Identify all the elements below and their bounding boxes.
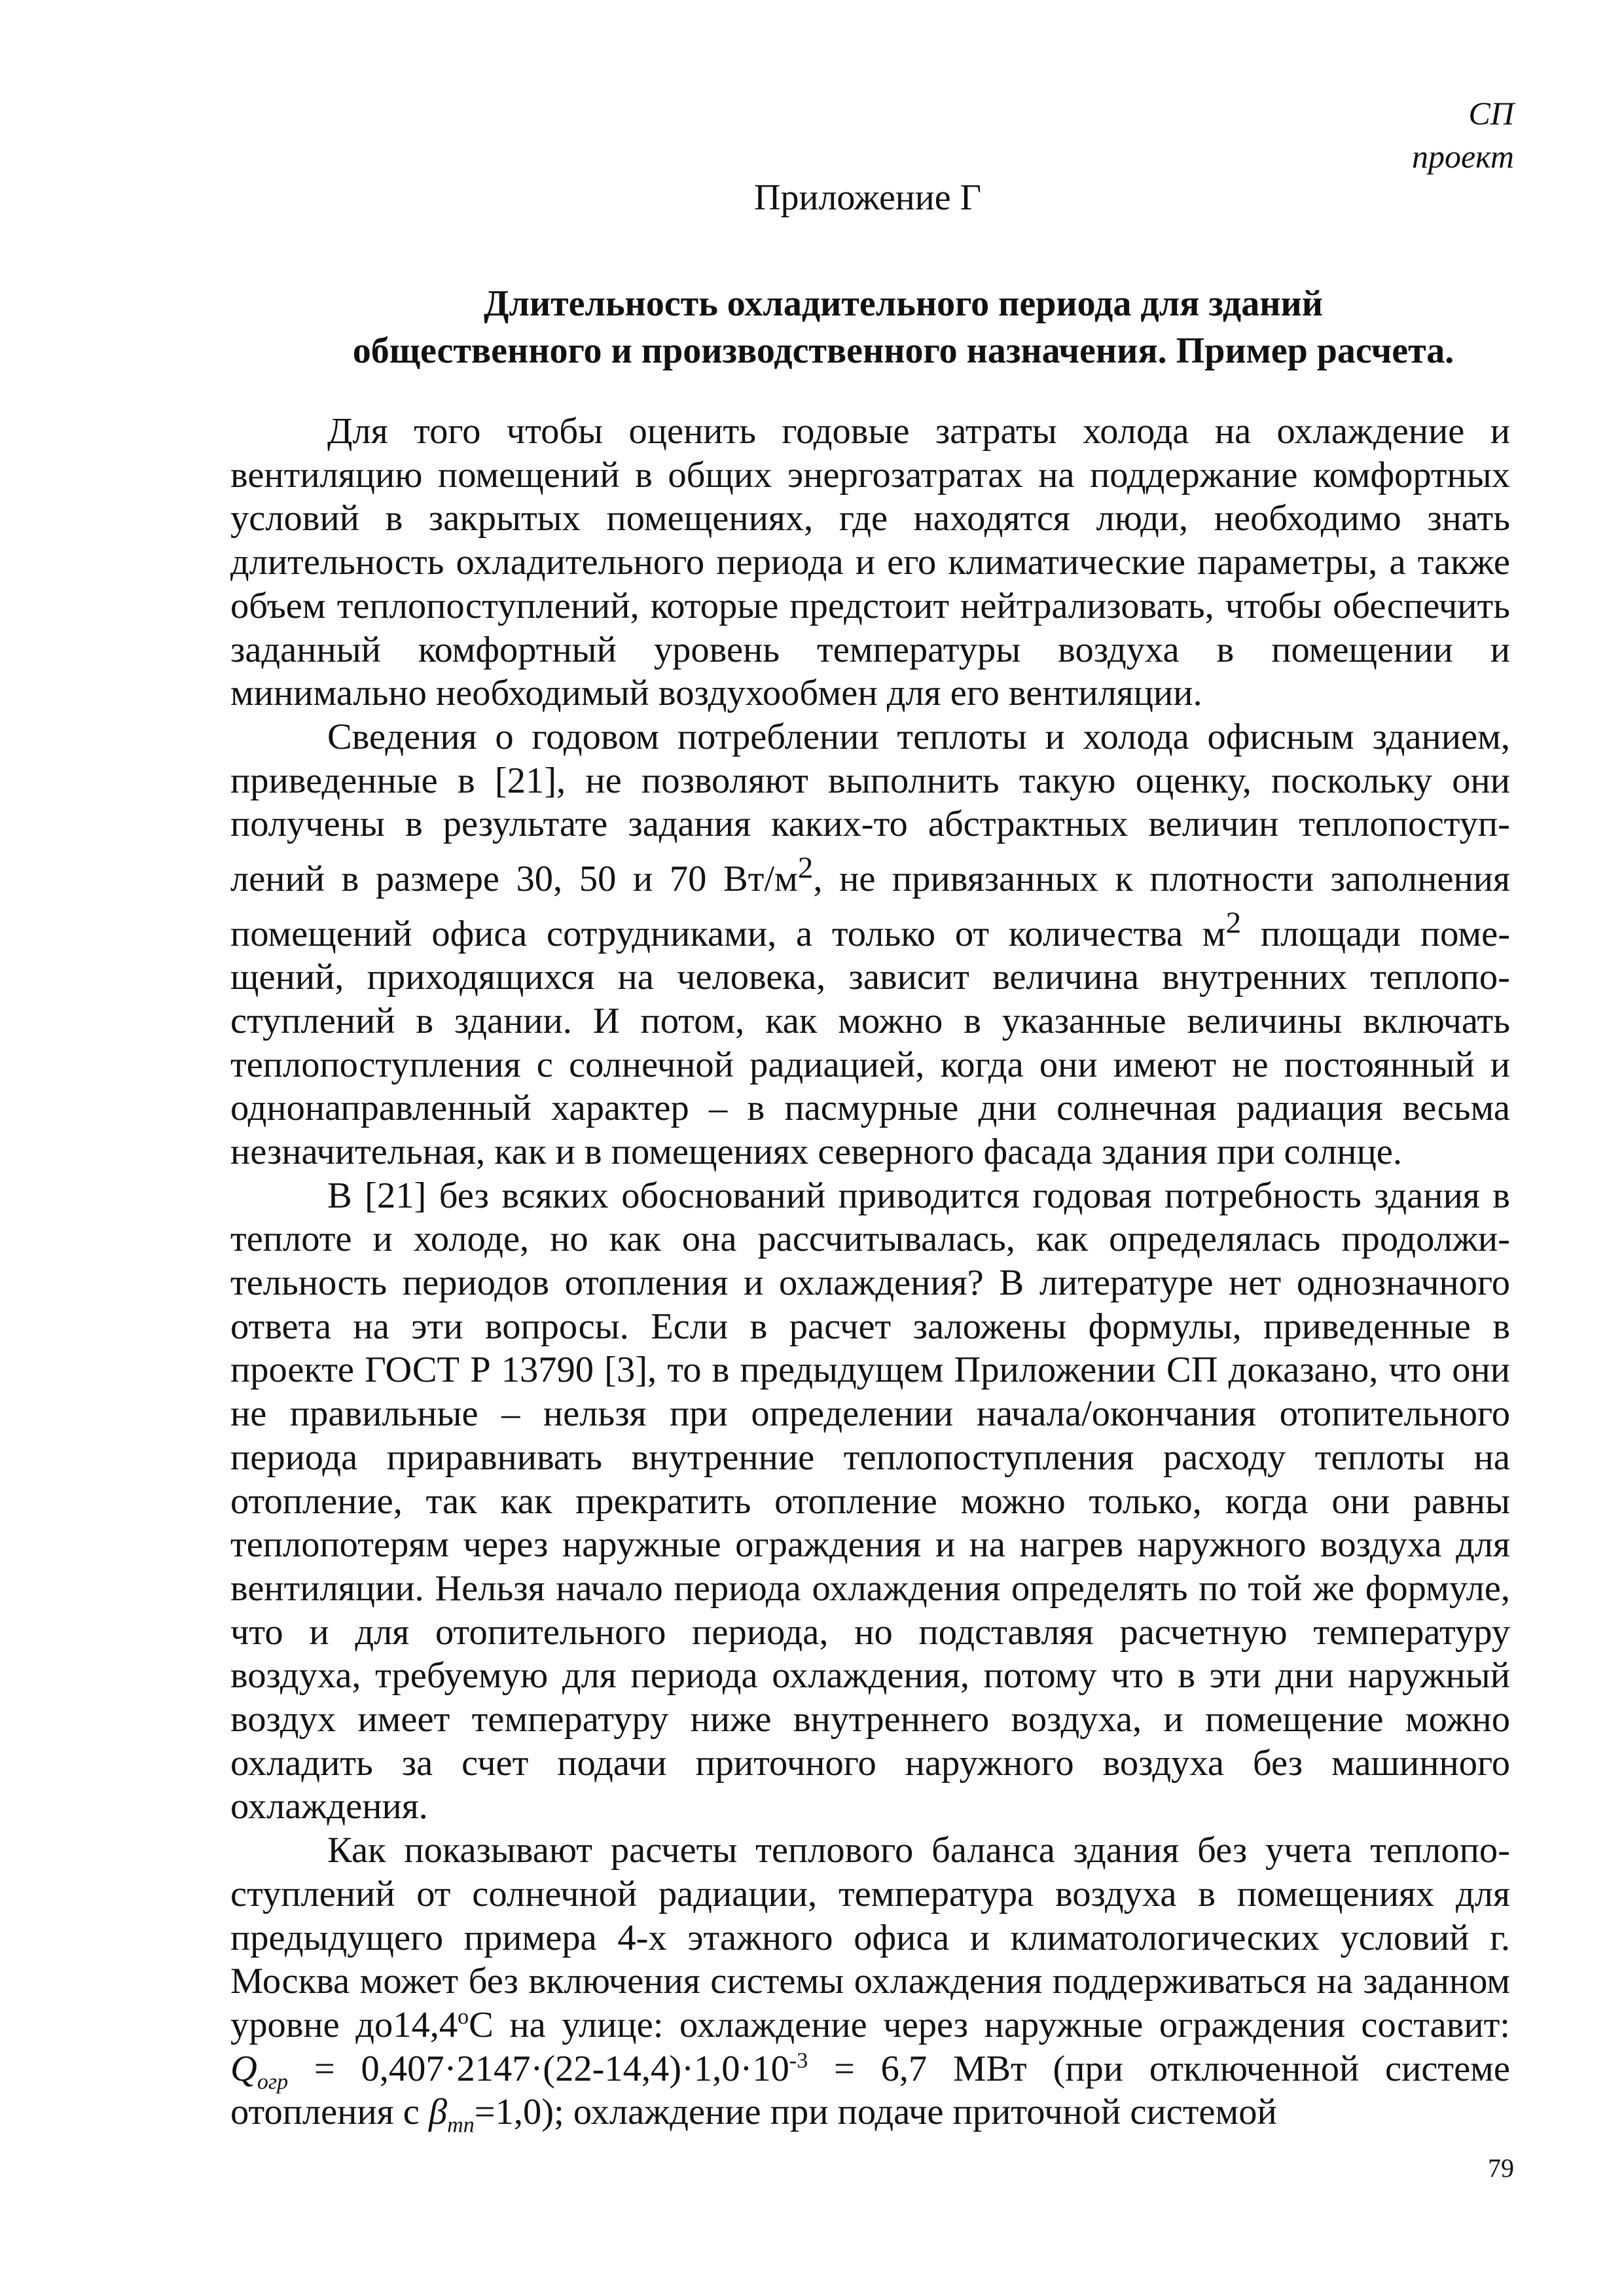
paragraph-4-part3: = 0,407·2147·(22-14,4)·1,0·10 — [288, 2048, 789, 2089]
beta-subscript: тп — [447, 2113, 475, 2138]
appendix-label-text: Приложение Г — [754, 177, 981, 218]
paragraph-4-part5: =1,0); охлаждение при подаче приточной системой — [474, 2092, 1277, 2133]
paragraph-1: Для того чтобы оценить годовые затраты холода на охлаждение и вентиляцию помещений в общих энергозатратах на поддержание комфортных условий в закрытых помещениях, где находятся люди, необходимо знать длительность охладительного периода и его климатические параметры, а также объем теплопоступлений, которые предстоит нейтрализовать, чтобы обеспечить заданный комфортный уровень температуры воздуха в помещении и минимально необходимый воздухообмен для его вентиляции. — [230, 411, 1510, 714]
degree-mark: о — [458, 2005, 469, 2030]
paragraph-2-part3: площади помещений, приходящихся на человека, зависит величина внутренних теплопоступлений в здании. И потом, как можно в указанные величины включать теплопоступления с солнечной радиацией, когда они имеют не постоянный и однонаправленный характер – в пасмурные дни солнечная радиация весьма незначительная, как и в помещениях северного фасада здания при солнце. — [230, 913, 1511, 1172]
header-mark-line2: проект — [1411, 138, 1514, 175]
paragraph-2-sup1: 2 — [797, 851, 814, 886]
paragraph-2-sup2: 2 — [1225, 905, 1242, 940]
title-line2: общественного и производственного назначения. Пример расчета. — [352, 331, 1454, 371]
paragraph-3: В [21] без всяких обоснований приводится годовая потребность здания в теплоте и холоде, но как она рассчитывалась, как определялась продолжительность периодов отопления и охлаждения? В литературе нет однозначного ответа на эти вопросы. Если в расчет заложены формулы, приведенные в проекте ГОСТ Р 13790 [3], то в предыдущем Приложении СП доказано, что они не правильные – нельзя при определении начала/окончания отопительного периода приравнивать внутренние теплопоступления расходу теплоты на отопление, так как прекратить отопление можно только, когда они равны теплопотерям через наружные ограждения и на нагрев наружного воздуха для вентиляции. Нельзя начало периода охлаждения определять по той же формуле, что и для отопительного периода, но подставляя расчетную температуру воздуха, требуемую для периода охлаждения, потому что в эти дни наружный воздух имеет температуру ниже внутреннего воздуха, и помещение можно охладить за счет подачи приточного наружного воздуха без машинного охлаждения. — [230, 1175, 1510, 1827]
paragraph-4-part1: Как показывают расчеты теплового баланса здания без учета теплопоступлений от солнечной радиации, температура воздуха в помещениях для предыдущего примера 4-х этажного офиса и климатологических условий г. Москва может без включения системы охлаждения поддерживаться на заданном уровне до14,4 — [230, 1830, 1510, 2045]
q-subscript: огр — [257, 2069, 289, 2094]
title-line1: Длительность охладительного периода для зданий — [483, 283, 1324, 324]
exponent: -3 — [789, 2048, 808, 2073]
q-symbol: Q — [230, 2048, 257, 2089]
paragraph-2-part1: Сведения о годовом потреблении теплоты и холода офисным зданием, приведенные в [21], не позволяют выполнить такую оценку, поскольку они получены в результате задания каких-то абстрактных величин теплопоступлений в размере 30, 50 и 70 Вт/м — [230, 716, 1510, 899]
document-status-mark — [1412, 92, 1514, 178]
paragraph-2-part2: , не привязанных к плотности заполнения помещений офиса сотрудниками, а только от количества м — [230, 858, 1511, 954]
beta-symbol: β — [429, 2092, 448, 2133]
paragraph-4 — [230, 1829, 1510, 2138]
page-number: 79 — [1488, 2153, 1514, 2183]
header-mark-line1: СП — [1468, 95, 1514, 132]
page-title — [295, 280, 1512, 374]
paragraph-4-part4: = 6,7 МВт (при отключенной системе отопления с — [230, 2048, 1510, 2133]
body-text — [230, 410, 1511, 2138]
paragraph-4-part2: С на улице: охлаждение через наружные ограждения составит: — [469, 2004, 1510, 2045]
appendix-label — [0, 174, 1624, 221]
paragraph-2 — [230, 715, 1510, 1174]
